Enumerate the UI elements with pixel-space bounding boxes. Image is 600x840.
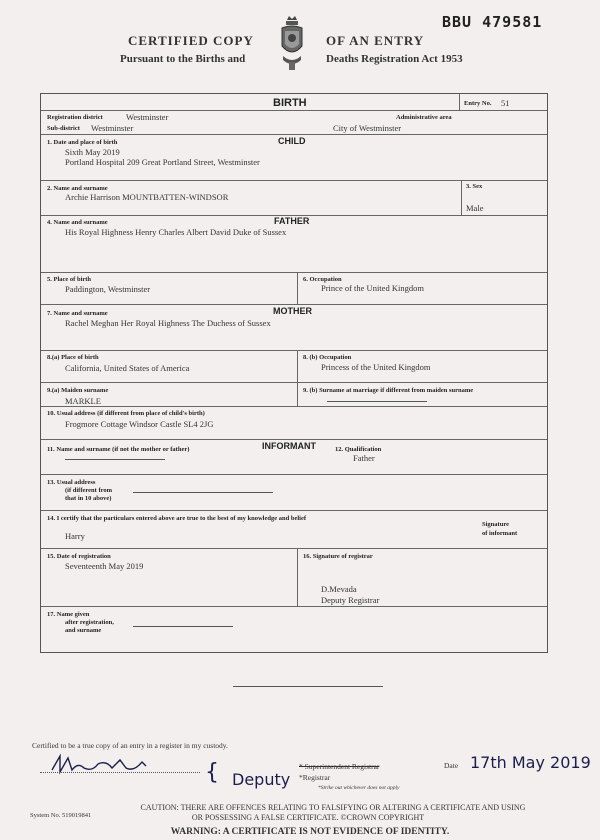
mother-section-label: MOTHER bbox=[273, 306, 312, 316]
field-15-label: 15. Date of registration bbox=[47, 553, 111, 560]
identity-warning: WARNING: A CERTIFICATE IS NOT EVIDENCE OF IDENTITY. bbox=[170, 827, 450, 837]
field-7-value: Rachel Meghan Her Royal Highness The Duchess of Sussex bbox=[65, 318, 271, 328]
header-title-left: CERTIFIED COPY bbox=[128, 33, 254, 48]
field-17-label-line-3: and surname bbox=[65, 627, 102, 634]
child-section-label: CHILD bbox=[278, 136, 306, 146]
signature-of-informant-label-2: of informant bbox=[482, 530, 518, 537]
field-16-value-title: Deputy Registrar bbox=[321, 595, 380, 605]
field-9b-label: 9. (b) Surname at marriage if different from maiden surname bbox=[303, 387, 474, 394]
field-4-label: 4. Name and surname bbox=[47, 219, 108, 226]
entry-no-value: 51 bbox=[501, 98, 510, 108]
birth-entry-form bbox=[40, 93, 548, 653]
system-number: System No. 519019841 bbox=[30, 812, 92, 819]
field-1-value-date: Sixth May 2019 bbox=[65, 147, 120, 157]
registration-district-label: Registration district bbox=[47, 114, 103, 121]
handwritten-brace: { bbox=[205, 760, 219, 785]
field-13-label-line-1: 13. Usual address bbox=[47, 479, 96, 486]
caution-line-2: OR POSSESSING A FALSE CERTIFICATE. ©CROWN COPYRIGHT bbox=[191, 813, 425, 822]
field-15-value: Seventeenth May 2019 bbox=[65, 561, 144, 571]
header-subtitle-right: Deaths Registration Act 1953 bbox=[326, 53, 463, 65]
admin-area-label: Administrative area bbox=[396, 114, 452, 121]
field-2-label: 2. Name and surname bbox=[47, 185, 108, 192]
certified-statement: Certified to be a true copy of an entry in a register in my custody. bbox=[32, 741, 228, 750]
field-5-value: Paddington, Westminster bbox=[65, 284, 151, 294]
registrar-label: *Registrar bbox=[299, 773, 331, 782]
royal-crest-icon bbox=[277, 14, 307, 72]
divider-line bbox=[233, 686, 383, 687]
field-8a-value: California, United States of America bbox=[65, 363, 190, 373]
field-2-value: Archie Harrison MOUNTBATTEN-WINDSOR bbox=[65, 192, 229, 202]
serial-number: BBU 479581 bbox=[442, 13, 543, 31]
entry-no-label: Entry No. bbox=[464, 100, 492, 107]
sub-district-value: Westminster bbox=[91, 123, 134, 133]
field-10-label: 10. Usual address (if different from place of child's birth) bbox=[47, 410, 205, 417]
admin-area-value: City of Westminster bbox=[333, 123, 402, 133]
field-6-value: Prince of the United Kingdom bbox=[321, 283, 424, 293]
field-3-label: 3. Sex bbox=[466, 183, 483, 190]
handwritten-date: 17th May 2019 bbox=[470, 753, 591, 772]
informant-section-label: INFORMANT bbox=[262, 441, 316, 451]
field-17-label-line-2: after registration, bbox=[65, 619, 114, 626]
date-label: Date bbox=[444, 761, 459, 770]
field-14-label: 14. I certify that the particulars entered above are true to the best of my knowledge and belief bbox=[47, 515, 306, 522]
field-16-value-name: D.Mevada bbox=[321, 584, 357, 594]
field-12-value: Father bbox=[353, 453, 375, 463]
handwritten-deputy: Deputy bbox=[232, 770, 291, 789]
signature-of-informant-label-1: Signature bbox=[482, 521, 509, 528]
field-6-label: 6. Occupation bbox=[303, 276, 342, 283]
field-5-label: 5. Place of birth bbox=[47, 276, 92, 283]
field-8b-value: Princess of the United Kingdom bbox=[321, 362, 431, 372]
field-8b-label: 8. (b) Occupation bbox=[303, 354, 352, 361]
field-16-label: 16. Signature of registrar bbox=[303, 553, 373, 560]
strike-out-note: *Strike out whichever does not apply bbox=[318, 785, 400, 791]
field-9a-value: MARKLE bbox=[65, 396, 101, 406]
header-subtitle-left: Pursuant to the Births and bbox=[120, 53, 246, 65]
field-9a-label: 9.(a) Maiden surname bbox=[47, 387, 109, 394]
field-4-value: His Royal Highness Henry Charles Albert David Duke of Sussex bbox=[65, 227, 287, 237]
header-title-right: OF AN ENTRY bbox=[326, 33, 425, 48]
field-13-label-line-3: that in 10 above) bbox=[65, 495, 112, 502]
field-13-label-line-2: (if different from bbox=[65, 487, 113, 494]
field-10-value: Frogmore Cottage Windsor Castle SL4 2JG bbox=[65, 419, 214, 429]
field-8a-label: 8.(a) Place of birth bbox=[47, 354, 99, 361]
handwritten-signature-icon bbox=[48, 752, 158, 778]
field-17-label-line-1: 17. Name given bbox=[47, 611, 90, 618]
field-1-value-place: Portland Hospital 209 Great Portland Street, Westminster bbox=[65, 157, 260, 167]
field-14-value: Harry bbox=[65, 531, 85, 541]
registration-district-value: Westminster bbox=[126, 112, 169, 122]
field-7-label: 7. Name and surname bbox=[47, 310, 108, 317]
field-3-value: Male bbox=[466, 203, 484, 213]
field-12-label: 12. Qualification bbox=[335, 446, 382, 453]
father-section-label: FATHER bbox=[274, 216, 310, 226]
field-11-label: 11. Name and surname (if not the mother or father) bbox=[47, 446, 190, 453]
caution-line-1: CAUTION: THERE ARE OFFENCES RELATING TO FALSIFYING OR ALTERING A CERTIFICATE AND USING bbox=[140, 803, 526, 812]
form-title: BIRTH bbox=[273, 97, 307, 109]
field-1-label: 1. Date and place of birth bbox=[47, 139, 118, 146]
sub-district-label: Sub-district bbox=[47, 125, 80, 132]
superintendent-registrar-label: * Superintendent Registrar bbox=[299, 762, 380, 771]
